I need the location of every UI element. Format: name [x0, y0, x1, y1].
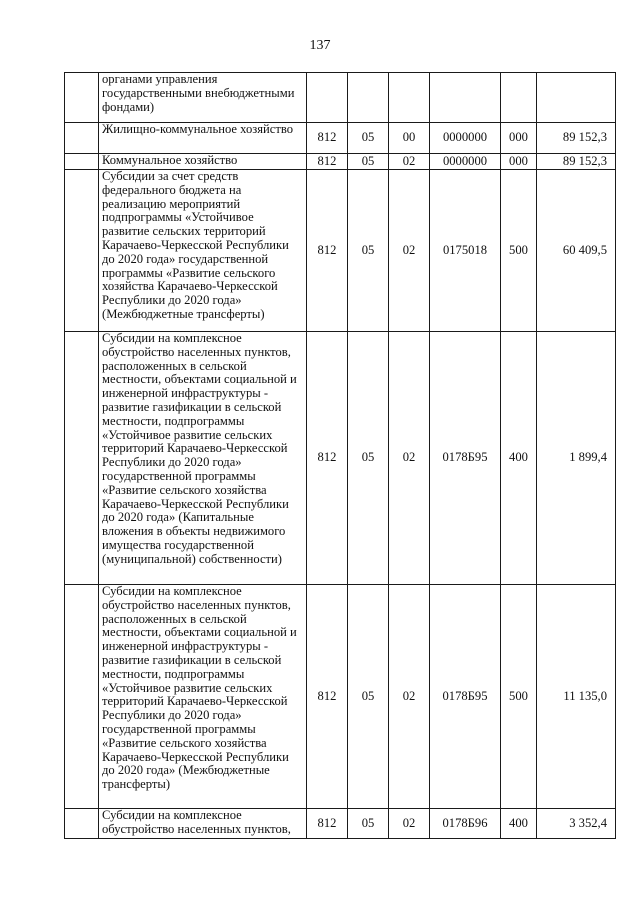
amount: 1 899,4 — [537, 332, 616, 585]
section-code: 05 — [348, 123, 389, 154]
page-number: 137 — [309, 38, 331, 53]
ministry-code: 812 — [307, 809, 348, 839]
subsection-code: 02 — [389, 170, 430, 332]
expense-type-code: 400 — [501, 809, 537, 839]
row-name: Субсидии на комплексное обустройство населенных пунктов, — [99, 809, 307, 839]
target-article-code: 0178Б95 — [430, 585, 501, 809]
ministry-code: 812 — [307, 154, 348, 170]
subsection-code: 00 — [389, 123, 430, 154]
ministry-code: 812 — [307, 170, 348, 332]
row-name: Субсидии за счет средств федерального бюджета на реализацию мероприятий подпрограммы «Устойчивое развитие сельских территорий Карачаево-Черкесской Республики до 2020 года» государственной программы «Развитие сельского хозяйства Карачаево-Черкесской Республики до 2020 года» (Межбюджетные трансферты) — [99, 170, 307, 332]
table-row — [65, 154, 616, 170]
subsection-code: 02 — [389, 332, 430, 585]
section-code: 05 — [348, 809, 389, 839]
ministry-code: 812 — [307, 585, 348, 809]
table-row — [65, 73, 616, 123]
ministry-code: 812 — [307, 332, 348, 585]
expense-type-code: 400 — [501, 332, 537, 585]
row-name: Жилищно-коммунальное хозяйство — [99, 123, 307, 154]
row-name: Коммунальное хозяйство — [99, 154, 307, 170]
target-article-code: 0175018 — [430, 170, 501, 332]
table-row — [65, 123, 616, 154]
subsection-code: 02 — [389, 809, 430, 839]
row-number-cell — [65, 332, 99, 585]
row-number-cell — [65, 170, 99, 332]
amount: 89 152,3 — [537, 123, 616, 154]
row-number-cell — [65, 123, 99, 154]
row-number-cell — [65, 73, 99, 123]
row-number-cell — [65, 154, 99, 170]
amount: 3 352,4 — [537, 809, 616, 839]
row-name: Субсидии на комплексное обустройство населенных пунктов, расположенных в сельской местности, объектами социальной и инженерной инфраструктуры - развитие газификации в сельской местности, подпрограммы «Устойчивое развитие сельских территорий Карачаево-Черкесской Республики до 2020 года» государственной программы «Развитие сельского хозяйства Карачаево-Черкесской Республики до 2020 года» (Межбюджетные трансферты) — [99, 585, 307, 809]
section-code: 05 — [348, 585, 389, 809]
target-article-code: 0000000 — [430, 154, 501, 170]
expense-type-code: 000 — [501, 154, 537, 170]
section-code: 05 — [348, 154, 389, 170]
amount: 89 152,3 — [537, 154, 616, 170]
ministry-code: 812 — [307, 123, 348, 154]
table-row — [65, 170, 616, 332]
subsection-code: 02 — [389, 585, 430, 809]
amount: 11 135,0 — [537, 585, 616, 809]
target-article-code: 0000000 — [430, 123, 501, 154]
expense-type-code: 000 — [501, 123, 537, 154]
row-name: органами управления государственными внебюджетными фондами) — [99, 73, 307, 123]
table-row — [65, 332, 616, 585]
section-code: 05 — [348, 332, 389, 585]
target-article-code: 0178Б95 — [430, 332, 501, 585]
row-number-cell — [65, 585, 99, 809]
target-article-code — [430, 73, 501, 123]
amount: 60 409,5 — [537, 170, 616, 332]
table-row — [65, 585, 616, 809]
table-row — [65, 809, 616, 839]
expense-type-code: 500 — [501, 585, 537, 809]
expense-type-code — [501, 73, 537, 123]
ministry-code — [307, 73, 348, 123]
subsection-code — [389, 73, 430, 123]
subsection-code: 02 — [389, 154, 430, 170]
expense-type-code: 500 — [501, 170, 537, 332]
section-code — [348, 73, 389, 123]
row-name: Субсидии на комплексное обустройство населенных пунктов, расположенных в сельской местности, объектами социальной и инженерной инфраструктуры - развитие газификации в сельской местности, подпрограммы «Устойчивое развитие сельских территорий Карачаево-Черкесской Республики до 2020 года» государственной программы «Развитие сельского хозяйства Карачаево-Черкесской Республики до 2020 года» (Капитальные вложения в объекты недвижимого имущества государственной (муниципальной) собственности) — [99, 332, 307, 585]
amount — [537, 73, 616, 123]
target-article-code: 0178Б96 — [430, 809, 501, 839]
budget-table — [64, 72, 616, 839]
section-code: 05 — [348, 170, 389, 332]
row-number-cell — [65, 809, 99, 839]
